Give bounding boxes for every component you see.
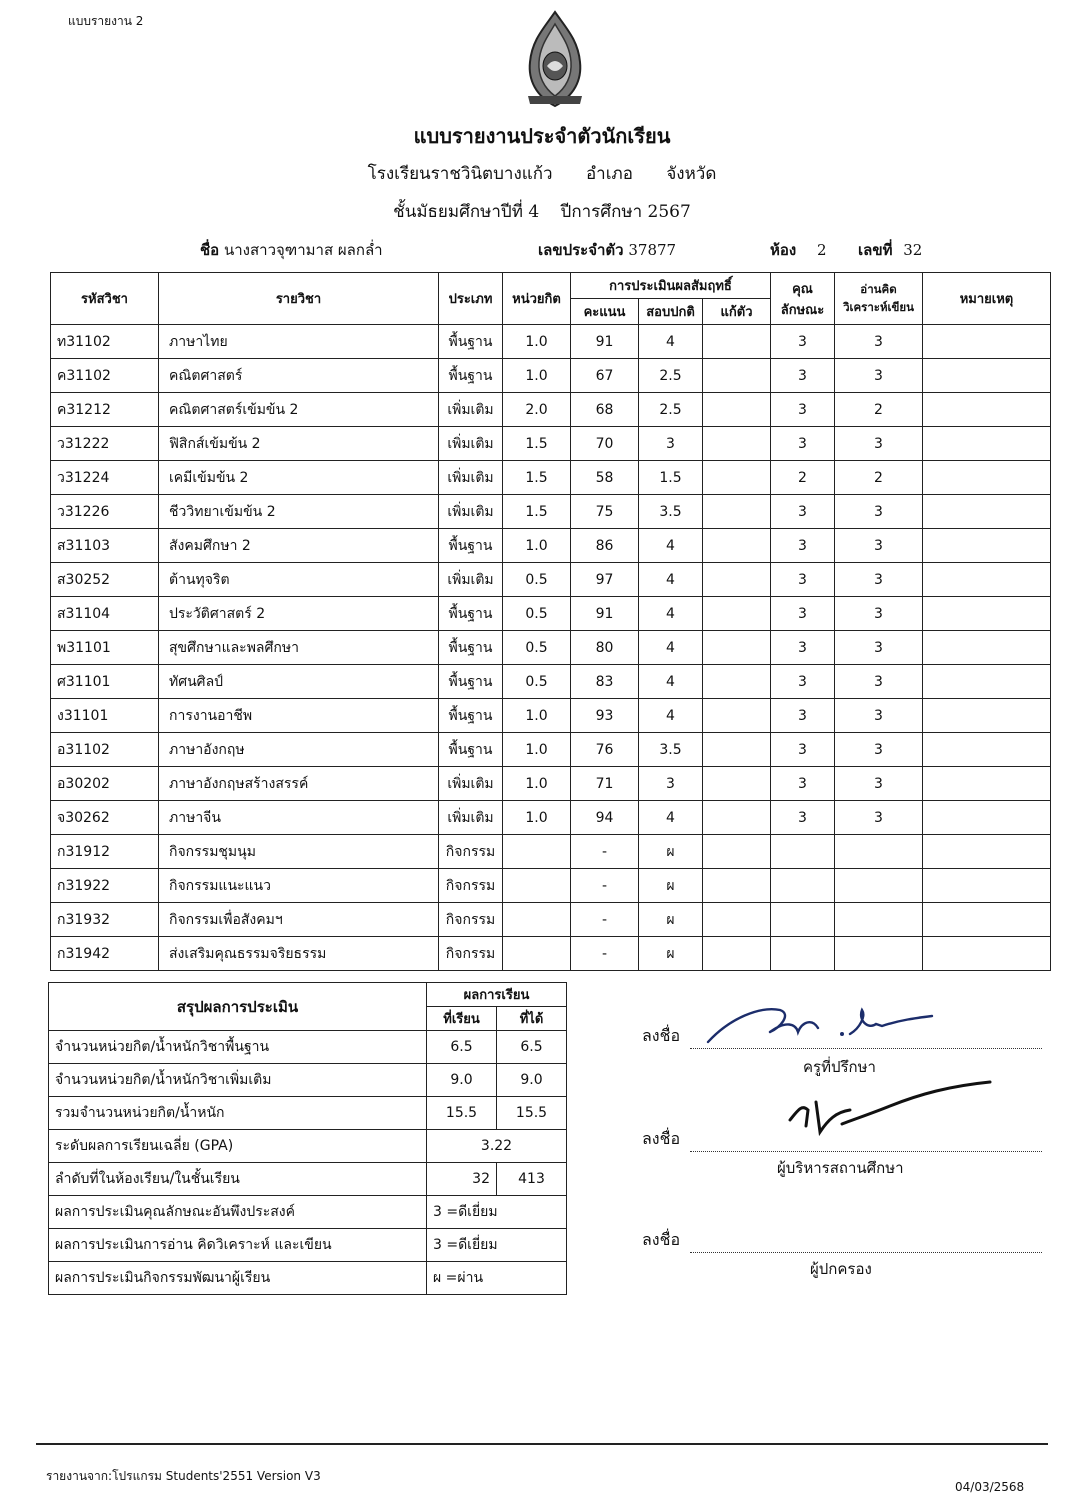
student-name-field <box>200 238 383 262</box>
remedial-value <box>703 461 771 495</box>
remedial-value <box>703 869 771 903</box>
summary-col-studied: ที่เรียน <box>427 1007 497 1031</box>
score-value: 71 <box>571 767 639 801</box>
remedial-value <box>703 801 771 835</box>
advisor-signature <box>700 998 940 1050</box>
subject-name: กิจกรรมชุมนุม <box>159 835 439 869</box>
reading-eval-row <box>49 1229 567 1262</box>
remark-value <box>923 733 1051 767</box>
reading-value: 3 <box>835 495 923 529</box>
table-row <box>51 359 1051 393</box>
grade-value: ผ <box>639 937 703 971</box>
score-value: 91 <box>571 325 639 359</box>
director-role: ผู้บริหารสถานศึกษา <box>777 1159 904 1177</box>
activity-eval-row <box>49 1262 567 1295</box>
level-line <box>0 198 1084 225</box>
table-row <box>51 733 1051 767</box>
reading-value <box>835 903 923 937</box>
header-remedial: แก้ตัว <box>703 299 771 325</box>
subject-name: สังคมศึกษา 2 <box>159 529 439 563</box>
grade-value: 4 <box>639 325 703 359</box>
subject-type: พื้นฐาน <box>439 529 503 563</box>
character-value: 2 <box>771 461 835 495</box>
character-value: 3 <box>771 495 835 529</box>
school-line <box>0 160 1084 187</box>
remark-value <box>923 461 1051 495</box>
summary-studied: 9.0 <box>427 1064 497 1097</box>
remedial-value <box>703 835 771 869</box>
reading-eval-value: 3 =ดีเยี่ยม <box>427 1229 567 1262</box>
room-field <box>770 238 827 262</box>
character-value: 3 <box>771 325 835 359</box>
director-sign-line <box>690 1151 1042 1152</box>
seat-number: 32 <box>903 241 923 259</box>
remark-value <box>923 393 1051 427</box>
subject-code: อ30202 <box>51 767 159 801</box>
character-value: 3 <box>771 529 835 563</box>
remedial-value <box>703 325 771 359</box>
character-value: 3 <box>771 631 835 665</box>
header-character <box>771 273 835 325</box>
subject-code: ส30252 <box>51 563 159 597</box>
score-value: 86 <box>571 529 639 563</box>
subject-type: กิจกรรม <box>439 869 503 903</box>
reading-value: 2 <box>835 393 923 427</box>
score-value: 83 <box>571 665 639 699</box>
grade-value: 2.5 <box>639 359 703 393</box>
score-value: - <box>571 903 639 937</box>
academic-year: ปีการศึกษา 2567 <box>560 202 691 222</box>
gpa-value: 3.22 <box>427 1130 567 1163</box>
remark-value <box>923 529 1051 563</box>
table-row <box>51 767 1051 801</box>
remedial-value <box>703 529 771 563</box>
header-remark: หมายเหตุ <box>923 273 1051 325</box>
subject-name: ภาษาอังกฤษสร้างสรรค์ <box>159 767 439 801</box>
header-character-line1: คุณ <box>792 281 813 297</box>
character-value: 3 <box>771 733 835 767</box>
reading-value: 3 <box>835 733 923 767</box>
credits-value <box>503 869 571 903</box>
reading-value: 2 <box>835 461 923 495</box>
subject-name: ภาษาอังกฤษ <box>159 733 439 767</box>
grade-value: 3 <box>639 767 703 801</box>
subject-name: เคมีเข้มข้น 2 <box>159 461 439 495</box>
subject-code: ก31932 <box>51 903 159 937</box>
score-value: - <box>571 835 639 869</box>
subject-code: ก31922 <box>51 869 159 903</box>
director-sign-label: ลงชื่อ <box>642 1129 681 1148</box>
subject-type: พื้นฐาน <box>439 699 503 733</box>
student-id: 37877 <box>628 241 677 259</box>
remark-value <box>923 937 1051 971</box>
grade-value: 4 <box>639 699 703 733</box>
subject-type: พื้นฐาน <box>439 631 503 665</box>
character-value: 3 <box>771 427 835 461</box>
subject-code: ท31102 <box>51 325 159 359</box>
gpa-label: ระดับผลการเรียนเฉลี่ย (GPA) <box>49 1130 427 1163</box>
remark-value <box>923 835 1051 869</box>
summary-header-row <box>49 983 567 1007</box>
advisor-sign-label: ลงชื่อ <box>642 1026 681 1045</box>
score-value: - <box>571 937 639 971</box>
summary-label: จำนวนหน่วยกิต/น้ำหนักวิชาเพิ่มเติม <box>49 1064 427 1097</box>
character-value <box>771 869 835 903</box>
parent-sign-label: ลงชื่อ <box>642 1230 681 1249</box>
character-value <box>771 835 835 869</box>
subject-code: ว31222 <box>51 427 159 461</box>
remark-value <box>923 495 1051 529</box>
subject-name: ฟิสิกส์เข้มข้น 2 <box>159 427 439 461</box>
character-eval-value: 3 =ดีเยี่ยม <box>427 1196 567 1229</box>
summary-earned: 6.5 <box>497 1031 567 1064</box>
table-row <box>51 427 1051 461</box>
remedial-value <box>703 563 771 597</box>
summary-row <box>49 1031 567 1064</box>
school-emblem <box>522 10 588 108</box>
score-value: 68 <box>571 393 639 427</box>
director-signature <box>780 1080 1000 1150</box>
reading-value <box>835 869 923 903</box>
header-type: ประเภท <box>439 273 503 325</box>
summary-earned: 15.5 <box>497 1097 567 1130</box>
subject-type: พื้นฐาน <box>439 325 503 359</box>
header-code: รหัสวิชา <box>51 273 159 325</box>
grade-value: ผ <box>639 869 703 903</box>
remedial-value <box>703 597 771 631</box>
footer-date: 04/03/2568 <box>955 1480 1025 1494</box>
rank-level: 413 <box>497 1163 567 1196</box>
subject-type: เพิ่มเติม <box>439 461 503 495</box>
character-value: 3 <box>771 665 835 699</box>
remark-value <box>923 903 1051 937</box>
header-reading-line1: อ่านคิด <box>860 281 897 296</box>
grade-value: 4 <box>639 665 703 699</box>
credits-value: 1.0 <box>503 767 571 801</box>
remedial-value <box>703 495 771 529</box>
score-value: 67 <box>571 359 639 393</box>
grades-table <box>50 272 1051 971</box>
summary-label: จำนวนหน่วยกิต/น้ำหนักวิชาพื้นฐาน <box>49 1031 427 1064</box>
credits-value: 1.5 <box>503 495 571 529</box>
score-value: 75 <box>571 495 639 529</box>
id-label: เลขประจำตัว <box>538 241 624 259</box>
score-value: 76 <box>571 733 639 767</box>
character-value: 3 <box>771 767 835 801</box>
header-score: คะแนน <box>571 299 639 325</box>
score-value: 70 <box>571 427 639 461</box>
grade-value: 3.5 <box>639 733 703 767</box>
grade-value: 1.5 <box>639 461 703 495</box>
remark-value <box>923 359 1051 393</box>
subject-type: เพิ่มเติม <box>439 563 503 597</box>
name-label: ชื่อ <box>200 241 220 259</box>
character-value: 3 <box>771 597 835 631</box>
summary-studied: 15.5 <box>427 1097 497 1130</box>
subject-type: พื้นฐาน <box>439 359 503 393</box>
credits-value: 0.5 <box>503 665 571 699</box>
reading-value: 3 <box>835 529 923 563</box>
remark-value <box>923 869 1051 903</box>
room-label: ห้อง <box>770 241 797 259</box>
score-value: 80 <box>571 631 639 665</box>
character-value <box>771 903 835 937</box>
character-value: 3 <box>771 393 835 427</box>
grade-value: ผ <box>639 903 703 937</box>
table-row <box>51 903 1051 937</box>
subject-name: ทัศนศิลป์ <box>159 665 439 699</box>
subject-type: เพิ่มเติม <box>439 801 503 835</box>
table-row <box>51 461 1051 495</box>
credits-value: 1.5 <box>503 461 571 495</box>
header-subject: รายวิชา <box>159 273 439 325</box>
character-value <box>771 937 835 971</box>
table-row <box>51 801 1051 835</box>
rank-row <box>49 1163 567 1196</box>
remedial-value <box>703 665 771 699</box>
number-label: เลขที่ <box>858 241 893 259</box>
subject-type: กิจกรรม <box>439 903 503 937</box>
reading-value: 3 <box>835 665 923 699</box>
report-title: แบบรายงานประจำตัวนักเรียน <box>413 124 671 148</box>
score-value: - <box>571 869 639 903</box>
remedial-value <box>703 937 771 971</box>
subject-code: จ30262 <box>51 801 159 835</box>
table-row <box>51 529 1051 563</box>
subject-type: พื้นฐาน <box>439 733 503 767</box>
subject-type: พื้นฐาน <box>439 597 503 631</box>
subject-type: กิจกรรม <box>439 835 503 869</box>
table-row <box>51 597 1051 631</box>
table-row <box>51 325 1051 359</box>
rank-label: ลำดับที่ในห้องเรียน/ในชั้นเรียน <box>49 1163 427 1196</box>
subject-type: เพิ่มเติม <box>439 767 503 801</box>
remark-value <box>923 699 1051 733</box>
summary-title: สรุปผลการประเมิน <box>49 983 427 1031</box>
subject-name: ภาษาจีน <box>159 801 439 835</box>
subject-name: คณิตศาสตร์เข้มข้น 2 <box>159 393 439 427</box>
grade-value: 4 <box>639 563 703 597</box>
table-row <box>51 699 1051 733</box>
subject-code: ค31212 <box>51 393 159 427</box>
subject-name: ชีววิทยาเข้มข้น 2 <box>159 495 439 529</box>
subject-code: ศ31101 <box>51 665 159 699</box>
subject-type: เพิ่มเติม <box>439 393 503 427</box>
subject-name: สุขศึกษาและพลศึกษา <box>159 631 439 665</box>
credits-value: 1.0 <box>503 325 571 359</box>
activity-eval-label: ผลการประเมินกิจกรรมพัฒนาผู้เรียน <box>49 1262 427 1295</box>
parent-sign-line <box>690 1252 1042 1253</box>
activity-eval-value: ผ =ผ่าน <box>427 1262 567 1295</box>
subject-code: ว31224 <box>51 461 159 495</box>
province-label: จังหวัด <box>666 164 717 184</box>
score-value: 94 <box>571 801 639 835</box>
subject-name: กิจกรรมเพื่อสังคมฯ <box>159 903 439 937</box>
score-value: 97 <box>571 563 639 597</box>
credits-value: 1.0 <box>503 733 571 767</box>
subject-code: ส31103 <box>51 529 159 563</box>
remark-value <box>923 801 1051 835</box>
remark-value <box>923 631 1051 665</box>
summary-studied: 6.5 <box>427 1031 497 1064</box>
subject-code: อ31102 <box>51 733 159 767</box>
character-eval-label: ผลการประเมินคุณลักษณะอันพึงประสงค์ <box>49 1196 427 1229</box>
header-reading <box>835 273 923 325</box>
table-row <box>51 869 1051 903</box>
seat-number-field <box>858 238 922 262</box>
reading-value: 3 <box>835 631 923 665</box>
remark-value <box>923 767 1051 801</box>
room-number: 2 <box>817 241 827 259</box>
grade-value: ผ <box>639 835 703 869</box>
grade-value: 2.5 <box>639 393 703 427</box>
subject-code: ง31101 <box>51 699 159 733</box>
school-name: โรงเรียนราชวินิตบางแก้ว <box>367 164 553 184</box>
reading-value: 3 <box>835 597 923 631</box>
credits-value: 0.5 <box>503 563 571 597</box>
summary-result-header: ผลการเรียน <box>427 983 567 1007</box>
remark-value <box>923 325 1051 359</box>
form-id: แบบรายงาน 2 <box>68 14 144 28</box>
subject-name: การงานอาชีพ <box>159 699 439 733</box>
reading-eval-label: ผลการประเมินการอ่าน คิดวิเคราะห์ และเขียน <box>49 1229 427 1262</box>
summary-earned: 9.0 <box>497 1064 567 1097</box>
header-grade: สอบปกติ <box>639 299 703 325</box>
grade-level: ชั้นมัธยมศึกษาปีที่ 4 <box>393 202 540 222</box>
remedial-value <box>703 733 771 767</box>
grade-rows <box>51 325 1051 971</box>
remark-value <box>923 427 1051 461</box>
remark-value <box>923 563 1051 597</box>
subject-type: พื้นฐาน <box>439 665 503 699</box>
grade-value: 4 <box>639 631 703 665</box>
summary-row <box>49 1064 567 1097</box>
reading-value <box>835 937 923 971</box>
credits-value: 1.0 <box>503 529 571 563</box>
reading-value: 3 <box>835 325 923 359</box>
subject-type: กิจกรรม <box>439 937 503 971</box>
rank-class: 32 <box>427 1163 497 1196</box>
remedial-value <box>703 359 771 393</box>
reading-value: 3 <box>835 699 923 733</box>
table-row <box>51 495 1051 529</box>
student-name: นางสาวจุฑามาส ผลกล่ำ <box>223 241 383 259</box>
summary-label: รวมจำนวนหน่วยกิต/น้ำหนัก <box>49 1097 427 1130</box>
subject-code: ก31912 <box>51 835 159 869</box>
header-character-line2: ลักษณะ <box>780 302 825 318</box>
grade-value: 4 <box>639 529 703 563</box>
credits-value: 1.0 <box>503 359 571 393</box>
table-row <box>51 563 1051 597</box>
advisor-role: ครูที่ปรึกษา <box>803 1058 876 1076</box>
table-row <box>51 393 1051 427</box>
reading-value: 3 <box>835 359 923 393</box>
remedial-value <box>703 631 771 665</box>
table-row <box>51 835 1051 869</box>
subject-name: ประวัติศาสตร์ 2 <box>159 597 439 631</box>
summary-col-earned: ที่ได้ <box>497 1007 567 1031</box>
grade-value: 4 <box>639 801 703 835</box>
credits-value: 1.0 <box>503 699 571 733</box>
reading-value: 3 <box>835 801 923 835</box>
parent-role: ผู้ปกครอง <box>810 1260 872 1278</box>
subject-name: คณิตศาสตร์ <box>159 359 439 393</box>
character-value: 3 <box>771 359 835 393</box>
subject-name: ส่งเสริมคุณธรรมจริยธรรม <box>159 937 439 971</box>
character-eval-row <box>49 1196 567 1229</box>
score-value: 93 <box>571 699 639 733</box>
remedial-value <box>703 393 771 427</box>
reading-value <box>835 835 923 869</box>
table-header-row-1 <box>51 273 1051 299</box>
credits-value: 2.0 <box>503 393 571 427</box>
header-assessment: การประเมินผลสัมฤทธิ์ <box>571 273 771 299</box>
subject-name: กิจกรรมแนะแนว <box>159 869 439 903</box>
district-label: อำเภอ <box>585 164 633 184</box>
table-row <box>51 665 1051 699</box>
grade-value: 4 <box>639 597 703 631</box>
remark-value <box>923 597 1051 631</box>
character-value: 3 <box>771 699 835 733</box>
subject-code: ก31942 <box>51 937 159 971</box>
credits-value: 0.5 <box>503 597 571 631</box>
credits-value <box>503 937 571 971</box>
gpa-row <box>49 1130 567 1163</box>
score-value: 58 <box>571 461 639 495</box>
character-value: 3 <box>771 563 835 597</box>
subject-name: ต้านทุจริต <box>159 563 439 597</box>
subject-code: พ31101 <box>51 631 159 665</box>
subject-type: เพิ่มเติม <box>439 495 503 529</box>
credits-value <box>503 835 571 869</box>
remedial-value <box>703 699 771 733</box>
subject-code: ส31104 <box>51 597 159 631</box>
credits-value <box>503 903 571 937</box>
reading-value: 3 <box>835 563 923 597</box>
table-row <box>51 631 1051 665</box>
reading-value: 3 <box>835 767 923 801</box>
student-id-field <box>538 238 676 262</box>
grade-value: 3.5 <box>639 495 703 529</box>
reading-value: 3 <box>835 427 923 461</box>
character-value: 3 <box>771 801 835 835</box>
summary-table <box>48 982 567 1295</box>
grade-value: 3 <box>639 427 703 461</box>
subject-type: เพิ่มเติม <box>439 427 503 461</box>
subject-name: ภาษาไทย <box>159 325 439 359</box>
remark-value <box>923 665 1051 699</box>
subject-code: ค31102 <box>51 359 159 393</box>
footer-source: รายงานจาก:โปรแกรม Students'2551 Version V3 <box>46 1469 321 1483</box>
remedial-value <box>703 767 771 801</box>
subject-code: ว31226 <box>51 495 159 529</box>
remedial-value <box>703 903 771 937</box>
score-value: 91 <box>571 597 639 631</box>
header-reading-line2: วิเคราะห์เขียน <box>843 299 914 314</box>
remedial-value <box>703 427 771 461</box>
table-row <box>51 937 1051 971</box>
credits-value: 0.5 <box>503 631 571 665</box>
summary-row <box>49 1097 567 1130</box>
footer-divider <box>36 1443 1048 1445</box>
credits-value: 1.5 <box>503 427 571 461</box>
credits-value: 1.0 <box>503 801 571 835</box>
header-credits: หน่วยกิต <box>503 273 571 325</box>
